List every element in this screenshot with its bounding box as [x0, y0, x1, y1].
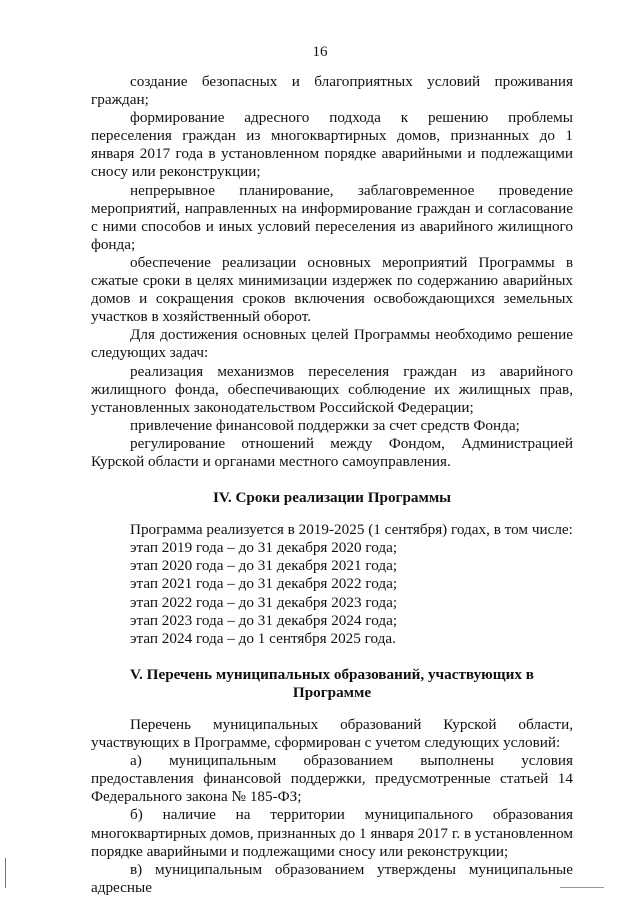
paragraph-task-mechanisms: реализация механизмов переселения граждан из аварийного жилищного фонда, обеспечивающих соблюдение их жилищных прав, установленных законодательством Российской Федерации;	[91, 362, 573, 416]
stage-line: этап 2021 года – до 31 декабря 2022 года;	[130, 575, 398, 593]
page-number: 16	[312, 44, 328, 60]
paragraph-task-regulation: регулирование отношений между Фондом, Администрацией Курской области и органами местного самоуправления.	[91, 434, 573, 470]
spacer	[91, 702, 573, 716]
stage-line: этап 2023 года – до 31 декабря 2024 года;	[130, 611, 398, 629]
section-4-intro: Программа реализуется в 2019-2025 (1 сентября) годах, в том числе:	[130, 521, 573, 539]
stage-line: этап 2024 года – до 1 сентября 2025 года.	[130, 629, 396, 647]
section-4-title: IV. Сроки реализации Программы	[212, 489, 452, 507]
section-5-intro: Перечень муниципальных образований Курской области, участвующих в Программе, сформирован с учетом следующих условий:	[91, 716, 573, 752]
paragraph-goal-implementation: обеспечение реализации основных мероприятий Программы в сжатые сроки в целях минимизации издержек по содержанию аварийных домов и сокращения сроков включения освобождающихся земельных участков в хозяйственный оборот.	[91, 253, 573, 326]
paragraph-goal-continuous-planning: непрерывное планирование, заблаговременное проведение мероприятий, направленных на информирование граждан и согласование с ними способов и иных условий переселения из аварийного жилищного фонда;	[91, 181, 573, 253]
paragraph-tasks-intro: Для достижения основных целей Программы необходимо решение следующих задач:	[91, 326, 573, 362]
paragraph-goal-safe-living: создание безопасных и благоприятных условий проживания граждан;	[91, 73, 573, 109]
stage-line: этап 2020 года – до 31 декабря 2021 года;	[130, 557, 398, 575]
stage-line: этап 2022 года – до 31 декабря 2023 года;	[130, 593, 398, 611]
spacer	[91, 471, 573, 489]
section-5-title: V. Перечень муниципальных образований, участвующих в Программе	[130, 665, 534, 701]
stage-line: этап 2019 года – до 31 декабря 2020 года;	[130, 539, 398, 557]
scan-edge-mark	[5, 858, 6, 888]
spacer	[91, 648, 573, 666]
footer-rule	[560, 887, 604, 888]
condition-a: а) муниципальным образованием выполнены условия предоставления финансовой поддержки, предусмотренные статьей 14 Федерального закона № 185-ФЗ;	[91, 752, 573, 806]
condition-c: в) муниципальным образованием утверждены муниципальные адресные	[91, 860, 573, 896]
spacer	[91, 507, 573, 521]
document-body	[91, 73, 573, 897]
paragraph-task-financial-support: привлечение финансовой поддержки за счет средств Фонда;	[130, 416, 520, 434]
paragraph-goal-targeted-approach: формирование адресного подхода к решению проблемы переселения граждан из многоквартирных домов, признанных до 1 января 2017 года в установленном порядке аварийными и подлежащими сносу или реконструкции;	[91, 109, 573, 181]
condition-b: б) наличие на территории муниципального образования многоквартирных домов, признанных до 1 января 2017 г. в установленном порядке аварийными и подлежащими сносу или реконструкции;	[91, 806, 573, 860]
